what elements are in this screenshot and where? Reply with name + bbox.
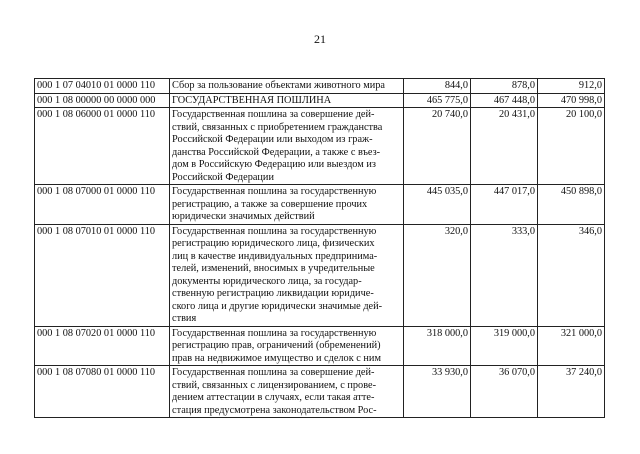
revenue-name-line: Государственная пошлина за совершение дей- [172, 109, 375, 120]
revenue-name-line: Государственная пошлина за государственную [172, 327, 377, 339]
budget-code: 000 1 08 07000 01 0000 110 [35, 185, 170, 225]
table-row [35, 326, 605, 366]
amount-year-3: 37 240,0 [538, 366, 605, 418]
revenue-name [170, 224, 404, 326]
revenue-name-line: регистрацию прав, ограничений (обременений) [172, 340, 381, 351]
revenue-name-line: юридически значимых действий [172, 211, 315, 222]
table-row [35, 366, 605, 418]
revenue-name [170, 108, 404, 185]
table-row [35, 185, 605, 225]
table-row [35, 224, 605, 326]
revenue-name-line: данства Российской Федерации, а также с въез- [172, 146, 381, 158]
revenue-name-line: ствий, связанных с приобретением гражданства [172, 121, 383, 133]
budget-revenue-table [34, 78, 605, 418]
amount-year-1: 33 930,0 [404, 366, 471, 418]
amount-year-3: 470 998,0 [538, 93, 605, 108]
amount-year-2: 20 431,0 [471, 108, 538, 185]
revenue-name-line: Сбор за пользование объектами животного мира [172, 80, 386, 91]
revenue-name-line: ского лица и другие юридически значимые дей- [172, 300, 383, 312]
table-row [35, 93, 605, 108]
amount-year-3: 20 100,0 [538, 108, 605, 185]
budget-code: 000 1 08 07080 01 0000 110 [35, 366, 170, 418]
amount-year-1: 465 775,0 [404, 93, 471, 108]
budget-code: 000 1 08 07020 01 0000 110 [35, 326, 170, 366]
table-row [35, 108, 605, 185]
amount-year-1: 318 000,0 [404, 326, 471, 366]
amount-year-3: 321 000,0 [538, 326, 605, 366]
amount-year-2: 447 017,0 [471, 185, 538, 225]
page-number: 21 [314, 32, 326, 46]
amount-year-3: 450 898,0 [538, 185, 605, 225]
amount-year-2: 36 070,0 [471, 366, 538, 418]
revenue-name-line: ственную регистрацию ликвидации юридиче- [172, 288, 374, 299]
amount-year-1: 20 740,0 [404, 108, 471, 185]
budget-code: 000 1 08 00000 00 0000 000 [35, 93, 170, 108]
revenue-name-line: Государственная пошлина за государственную [172, 225, 377, 237]
revenue-name-line: лиц в качестве индивидуальных предпринима- [172, 250, 378, 262]
amount-year-1: 844,0 [404, 79, 471, 94]
revenue-name-line: дением аттестации в случаях, если такая атте- [172, 392, 375, 403]
revenue-name-line: Российской Федерации [172, 171, 274, 183]
revenue-name-line: Государственная пошлина за совершение дей- [172, 367, 375, 378]
amount-year-2: 333,0 [471, 224, 538, 326]
revenue-name [170, 79, 404, 94]
amount-year-1: 320,0 [404, 224, 471, 326]
revenue-name-line: ГОСУДАРСТВЕННАЯ ПОШЛИНА [172, 94, 332, 106]
revenue-name-line: прав на недвижимое имущество и сделок с ним [172, 352, 381, 364]
revenue-name-line: ствия [172, 313, 197, 324]
revenue-name-line: Государственная пошлина за государственную [172, 186, 377, 197]
revenue-name-line: Российской Федерации или выходом из граж- [172, 134, 373, 145]
revenue-name-line: телей, изменений, вносимых в учредительные [172, 263, 375, 274]
amount-year-2: 467 448,0 [471, 93, 538, 108]
amount-year-3: 912,0 [538, 79, 605, 94]
revenue-name [170, 366, 404, 418]
revenue-name-line: документы юридического лица, за государ- [172, 275, 362, 287]
revenue-name-line: стация предусмотрена законодательством Рос- [172, 404, 377, 416]
budget-code: 000 1 08 07010 01 0000 110 [35, 224, 170, 326]
budget-code: 000 1 07 04010 01 0000 110 [35, 79, 170, 94]
revenue-name [170, 93, 404, 108]
amount-year-2: 319 000,0 [471, 326, 538, 366]
revenue-name-line: дом в Российскую Федерацию или выездом из [172, 159, 376, 170]
revenue-name-line: ствий, связанных с лицензированием, с прове- [172, 379, 376, 391]
revenue-name [170, 185, 404, 225]
revenue-name-line: регистрацию, а также за совершение прочих [172, 198, 368, 210]
amount-year-3: 346,0 [538, 224, 605, 326]
revenue-name [170, 326, 404, 366]
amount-year-2: 878,0 [471, 79, 538, 94]
amount-year-1: 445 035,0 [404, 185, 471, 225]
budget-code: 000 1 08 06000 01 0000 110 [35, 108, 170, 185]
table-row [35, 79, 605, 94]
revenue-name-line: регистрацию юридического лица, физических [172, 238, 375, 249]
